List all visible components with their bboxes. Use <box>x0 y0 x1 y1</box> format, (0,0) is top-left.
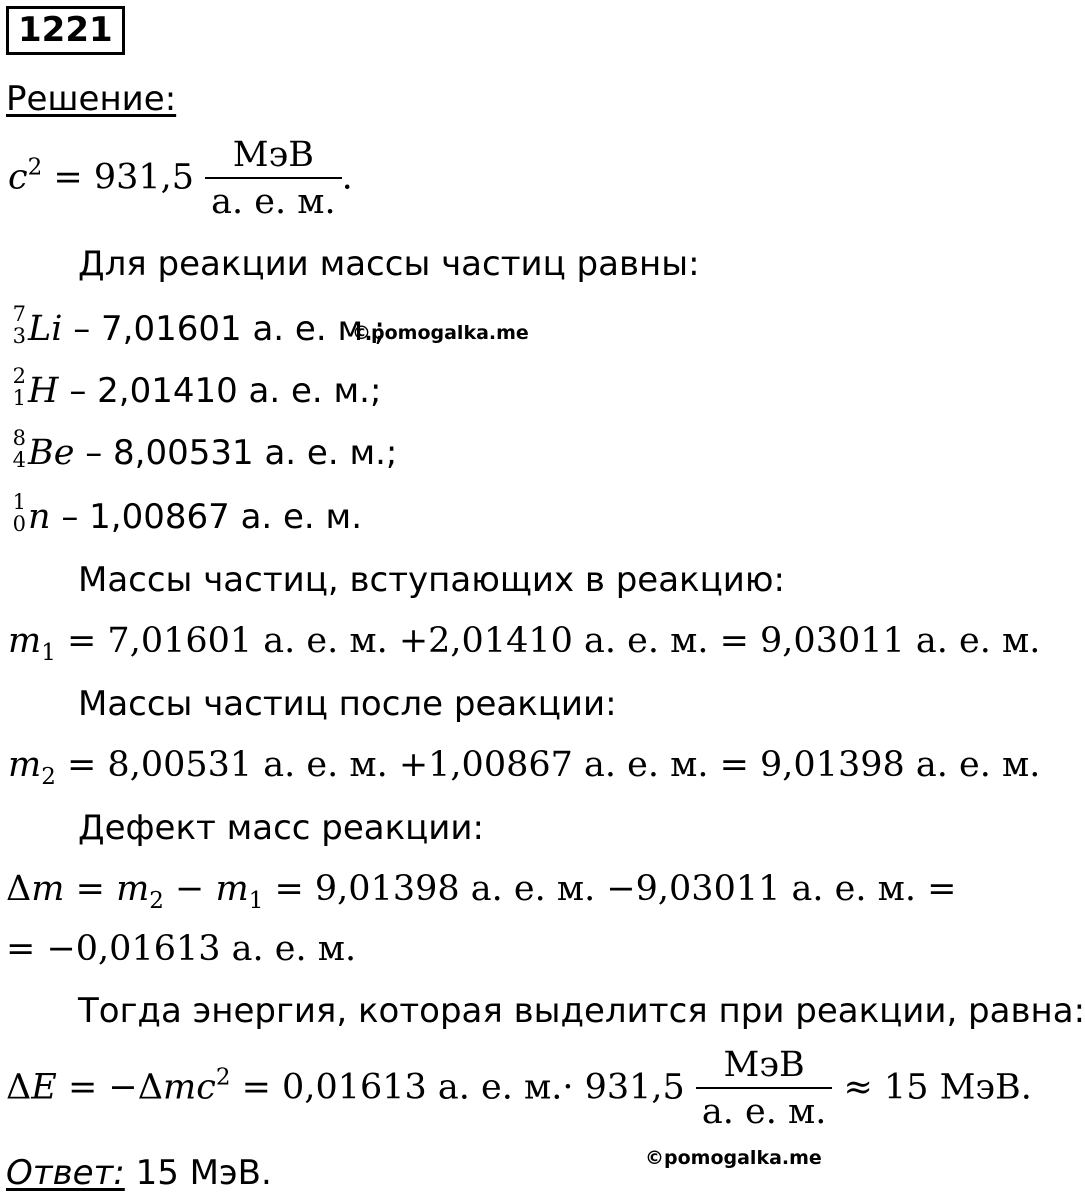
energy-formula: ΔE = −Δmc$^2$ = 0,01613 а. е. м.· 931,5 $\frac{\text{МэВ}}{а. е. м.}$ ≈ 15 МэВ. <box>6 1045 1032 1132</box>
nuclide-index: 7 3 <box>12 302 26 348</box>
isotope-symbol: n <box>28 497 51 537</box>
mass-defect-formula: $\Delta m = m_2 - m_1 = 9,01398$ а. е. м. −9,03011 а. е. м. = <box>6 869 957 914</box>
m1-formula: $m_1 = 7,01601$ а. е. м. +2,01410 а. е. м. = 9,03011 а. е. м. <box>8 621 1041 666</box>
isotope-be <box>6 426 398 473</box>
masses-intro: Для реакции массы частиц равны: <box>78 244 700 284</box>
final-masses-label: Массы частиц после реакции: <box>78 684 617 724</box>
isotope-n <box>6 490 363 537</box>
mev-per-amu-fraction <box>205 135 341 222</box>
c-symbol: c <box>8 157 28 198</box>
nuclide-index: 8 4 <box>12 426 26 472</box>
fraction-numerator: МэВ <box>696 1048 832 1089</box>
mass-defect-label: Дефект масс реакции: <box>78 808 484 848</box>
fraction-numerator: МэВ <box>205 138 341 179</box>
watermark: ©pomogalka.me <box>645 1147 822 1169</box>
answer-value: 15 МэВ. <box>124 1153 272 1193</box>
formula-period: . <box>341 157 353 198</box>
m2-formula: $m_2 = 8,00531$ а. е. м. +1,00867 а. е. м. = 9,01398 а. е. м. <box>8 745 1041 790</box>
solution-heading: Решение: <box>6 79 177 119</box>
nuclide-index: 1 0 <box>12 490 26 536</box>
isotope-mass: – 8,00531 а. е. м.; <box>74 433 398 473</box>
isotope-li <box>6 302 386 349</box>
c-exponent: 2 <box>27 154 43 181</box>
answer <box>6 1153 272 1193</box>
isotope-mass: – 1,00867 а. е. м. <box>50 497 363 537</box>
answer-label: Ответ: <box>6 1153 125 1193</box>
isotope-symbol: Li <box>28 309 63 349</box>
c-squared-formula <box>8 135 353 222</box>
isotope-mass: – 2,01410 а. е. м.; <box>58 371 382 411</box>
c-value: = 931,5 <box>42 157 206 198</box>
isotope-mass: – 7,01601 а. е. м.; <box>62 309 386 349</box>
problem-number: 1221 <box>6 6 125 55</box>
fraction-denominator: а. е. м. <box>211 182 336 222</box>
watermark: ©pomogalka.me <box>352 322 529 344</box>
isotope-symbol: H <box>28 371 59 411</box>
nuclide-index: 2 1 <box>12 364 26 410</box>
mev-per-amu-fraction <box>696 1045 832 1132</box>
initial-masses-label: Массы частиц, вступающих в реакцию: <box>78 560 785 600</box>
isotope-h <box>6 364 382 411</box>
fraction-denominator: а. е. м. <box>701 1092 827 1132</box>
isotope-symbol: Be <box>28 433 75 473</box>
energy-label: Тогда энергия, которая выделится при реакции, равна: <box>78 991 1085 1031</box>
mass-defect-result: = −0,01613 а. е. м. <box>6 929 357 969</box>
